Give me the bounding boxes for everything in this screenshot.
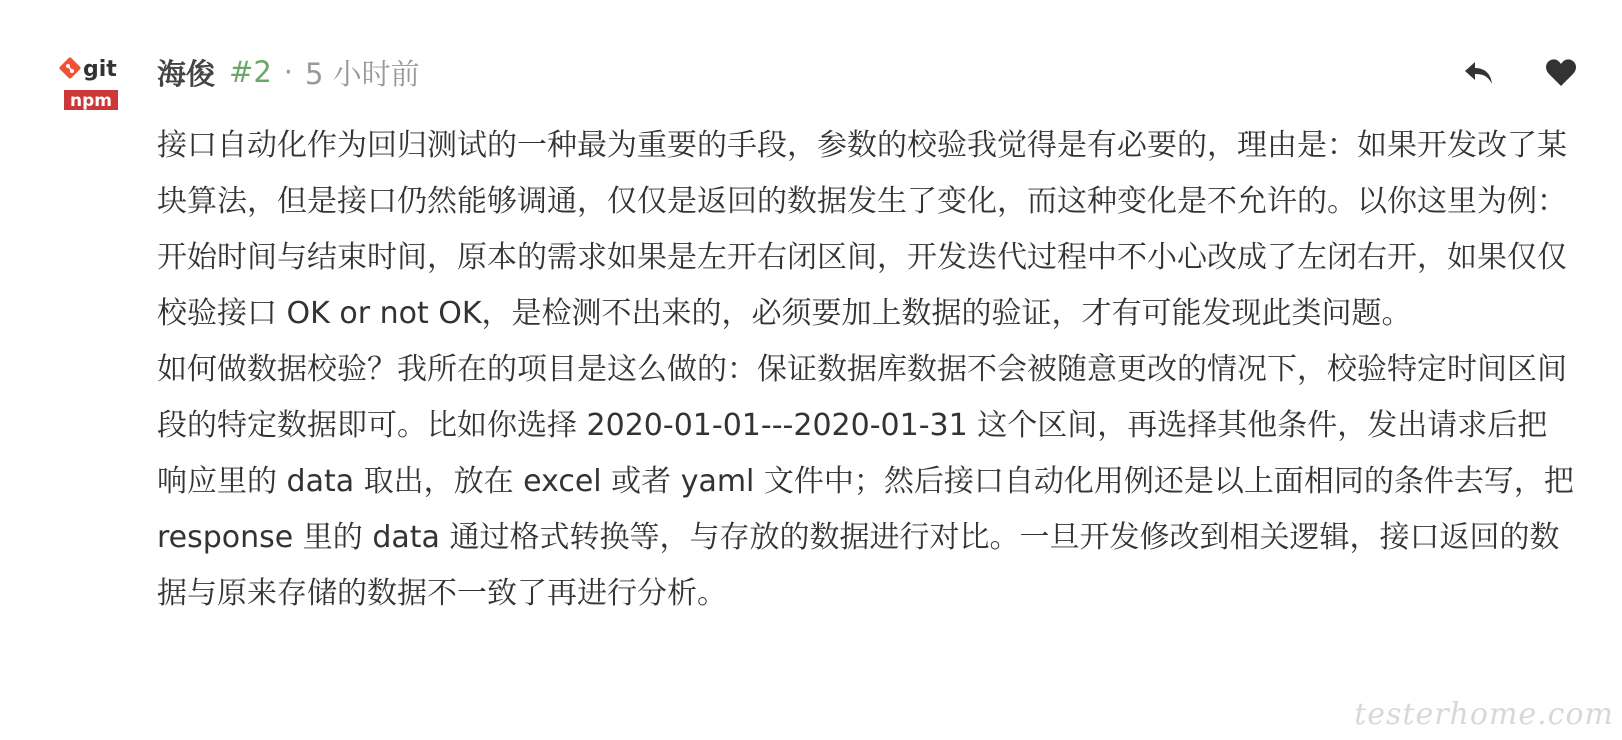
- reply-time: 5 小时前: [304, 56, 420, 91]
- svg-text:npm: npm: [70, 91, 112, 111]
- svg-text:git: git: [83, 57, 117, 82]
- floor-number[interactable]: #2: [229, 55, 272, 89]
- watermark: testerhome.com: [1354, 697, 1614, 732]
- meta-separator: ·: [283, 55, 293, 89]
- author-name[interactable]: 海俊: [157, 56, 216, 91]
- avatar[interactable]: [54, 52, 128, 114]
- reply-button[interactable]: [1462, 56, 1496, 90]
- reply-paragraph: 如何做数据校验？我所在的项目是这么做的：保证数据库数据不会被随意更改的情况下，校验特定时间区间段的特定数据即可。比如你选择 2020-01-01---2020-01-31 这个区间，再选择其他条件，发出请求后把响应里的 data 取出，放在 excel 或者 yaml 文件中；然后接口自动化用例还是以上面相同的条件去写，把 response 里的 data 通过格式转换等，与存放的数据进行对比。一旦开发修改到相关逻辑，接口返回的数据与原来存储的数据不一致了再进行分析。: [157, 352, 1574, 611]
- reply-paragraph: 接口自动化作为回归测试的一种最为重要的手段，参数的校验我觉得是有必要的，理由是：如果开发改了某块算法，但是接口仍然能够调通，仅仅是返回的数据发生了变化，而这种变化是不允许的。以你这里为例：开始时间与结束时间，原本的需求如果是左开右闭区间，开发迭代过程中不小心改成了左闭右开，如果仅仅校验接口 OK or not OK，是检测不出来的，必须要加上数据的验证，才有可能发现此类问题。: [157, 128, 1567, 331]
- reply-header: [157, 50, 420, 94]
- reply-actions: [1462, 56, 1578, 90]
- reply-icon: [1463, 58, 1495, 88]
- git-npm-avatar-icon: [54, 52, 128, 114]
- reply-body: [157, 118, 1577, 622]
- like-button[interactable]: [1544, 56, 1578, 90]
- heart-icon: [1545, 58, 1577, 88]
